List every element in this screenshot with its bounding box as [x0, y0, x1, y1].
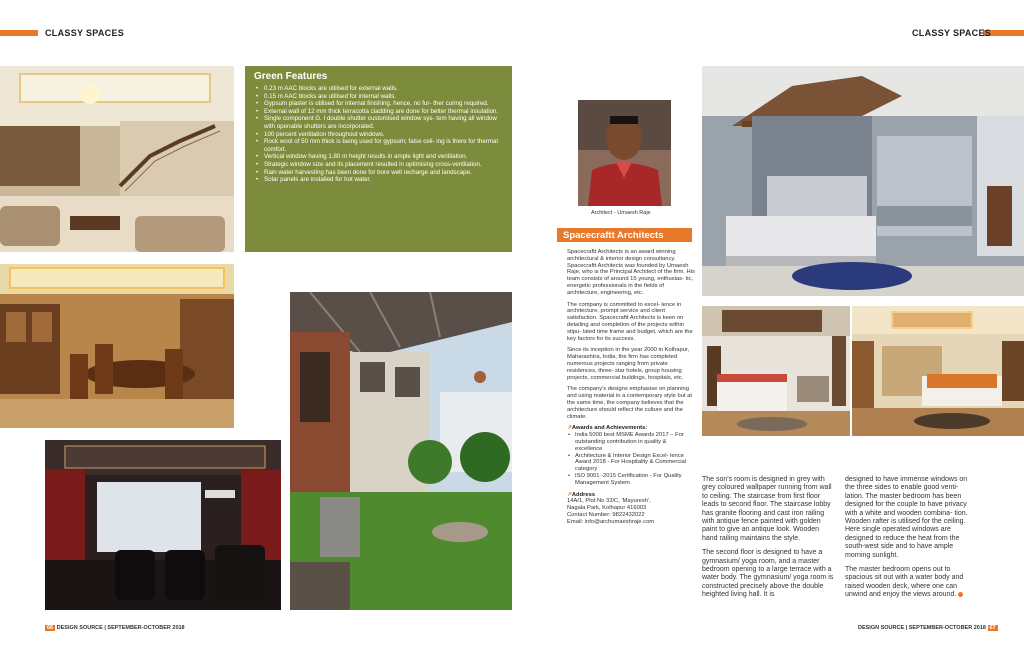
arrow-icon: ↗	[567, 425, 572, 432]
section-label-right: CLASSY SPACES	[912, 28, 992, 38]
end-mark-icon	[958, 592, 963, 597]
firm-paragraph: Spacecraftt Architects is an award winning architectural & interior design consultancy. Spacecraftt Architects was founded by Umaesh Raje, who is the Principal Architect of the firm. His team consists of around 15 young, enthusias- tic, energetic professionals in the fields of architecture, engineering, etc.	[567, 249, 695, 296]
green-features-box	[245, 66, 512, 252]
footer-left	[45, 625, 185, 631]
green-feature-item: • 0.15 m AAC blocks are utilised for internal walls.	[264, 93, 503, 101]
exterior-terrace-photo	[290, 292, 512, 610]
body-column-right	[845, 476, 975, 606]
green-features-title: Green Features	[254, 71, 328, 82]
green-feature-item: • Solar panels are installed for hot water.	[264, 176, 503, 184]
green-feature-item: • Single component G. I double shutter customised window sys- tem having all window with openable shutters are incorporated.	[264, 115, 503, 130]
architect-portrait	[578, 100, 671, 206]
address-line: Contact Number: 9822432022	[567, 511, 645, 518]
body-paragraph: The son's room is designed in grey with grey coloured wallpaper running from wall to ceiling. The staircase from first floor leads to second floor. The staircase lobby has granite flooring and cast iron railing with antique fence painted with golden paint to give an antique look. Wooden hand railing maintains the style.	[702, 476, 832, 542]
firm-paragraph: The company's designs emphasise on planning and using material in a contemporary style but at the same time, the company believes that the architecture should reflect the culture and the climate.	[567, 386, 693, 420]
body-paragraph: The second floor is designed to have a gymnasium/ yoga room, and a master bedroom opening to a large terrace with a water body. The gymnasium/ yoga room is constructed precisely above the double heighted living hall. It is	[702, 549, 834, 599]
orange-bedroom-photo	[852, 306, 1024, 436]
green-feature-item: • Rock wool of 50 mm thick is being used for gypsum; false ceil- ing is there for thermal comfort.	[264, 138, 503, 153]
award-item: • India 5000 best MSME Awards 2017 – For outstanding contribution in quality & excellence	[575, 432, 695, 452]
green-feature-item: • Gypsum plaster is utilised for internal finishing, hence, no fur- ther curing required.	[264, 100, 503, 108]
green-feature-item: • 0.23 m AAC blocks are utilised for external walls.	[264, 85, 503, 93]
grey-bedroom-photo	[702, 66, 1024, 296]
green-feature-item: • Rain water harvesting has been done for bore well recharge and landscape.	[264, 169, 503, 177]
page-number-left: 66	[47, 625, 54, 631]
portrait-caption: Architect - Umaesh Raje	[591, 210, 651, 216]
section-label-left: CLASSY SPACES	[45, 28, 125, 38]
address-line: 14A/1, Plot No 33/C, 'Mayuresh',	[567, 498, 651, 505]
address-line: Email: info@archumaeshraje.com	[567, 518, 655, 525]
address-heading: ↗Address	[567, 491, 596, 498]
awards-list	[567, 432, 695, 486]
award-item: • Architecture & Interior Design Excel- lence Award 2018 - For Hospitality & Commercial category	[575, 453, 695, 473]
footer-right	[858, 625, 998, 631]
footer-text-left: DESIGN SOURCE | SEPTEMBER-OCTOBER 2018	[56, 625, 185, 631]
green-feature-item: • Vertical window having 1.80 m height results in ample light and ventilation.	[264, 153, 503, 161]
firm-paragraph: The company is committed to excel- lence in architecture, prompt service and client satisfaction. Spacecraftt Architects is keen on detailing and completion of the projects within stipu- lated time frame and budget, which are the key factors for its success.	[567, 301, 693, 342]
body-column-left	[702, 476, 836, 606]
body-paragraph: The master bedroom opens out to spacious sit out with a water body and raised wooden deck, where one can unwind and enjoy the views around.	[845, 566, 964, 599]
green-feature-item: • 100 percent ventilation throughout windows.	[264, 131, 503, 139]
footer-text-right: DESIGN SOURCE | SEPTEMBER-OCTOBER 2018	[858, 625, 986, 631]
green-feature-item: • External wall of 12 mm thick terracotta cladding are done for better thermal insulation.	[264, 108, 503, 116]
home-theater-photo	[45, 440, 281, 610]
firm-title: Spacecraftt Architects	[557, 228, 692, 242]
arrow-icon: ↗	[567, 491, 572, 498]
firm-column	[567, 249, 695, 525]
green-feature-item: • Strategic window size and its placement resulted in optimising cross-ventilation.	[264, 161, 503, 169]
master-bedroom-photo	[702, 306, 850, 436]
award-item: • ISO 9001 -2015 Certification - For Quality Management System	[575, 473, 695, 487]
living-hall-photo	[0, 66, 234, 252]
green-features-list	[254, 85, 503, 184]
awards-heading: ↗Awards and Achievements:	[567, 425, 648, 432]
page-number-right: 67	[989, 625, 996, 631]
header-bar-left	[0, 30, 38, 36]
dining-room-photo	[0, 264, 234, 428]
body-paragraph: designed to have immense windows on the three sides to enable good venti- lation. The master bedroom has been designed for the couple to have privacy with a white and wooden combina- tion. Wooden rafter is utilised for the ceiling. Here single operated windows are designed to reduce the heat from the south-west side and to have ample morning sunlight.	[845, 476, 968, 559]
firm-paragraph: Since its inception in the year 2000 in Kolhapur, Maharashtra, India, the firm has completed numerous projects ranging from private residences, three- star hotels, group housing projects, commercial buildings, hospitals, etc.	[567, 347, 690, 381]
address-line: Nagala Park, Kolhapur 416003	[567, 505, 647, 512]
